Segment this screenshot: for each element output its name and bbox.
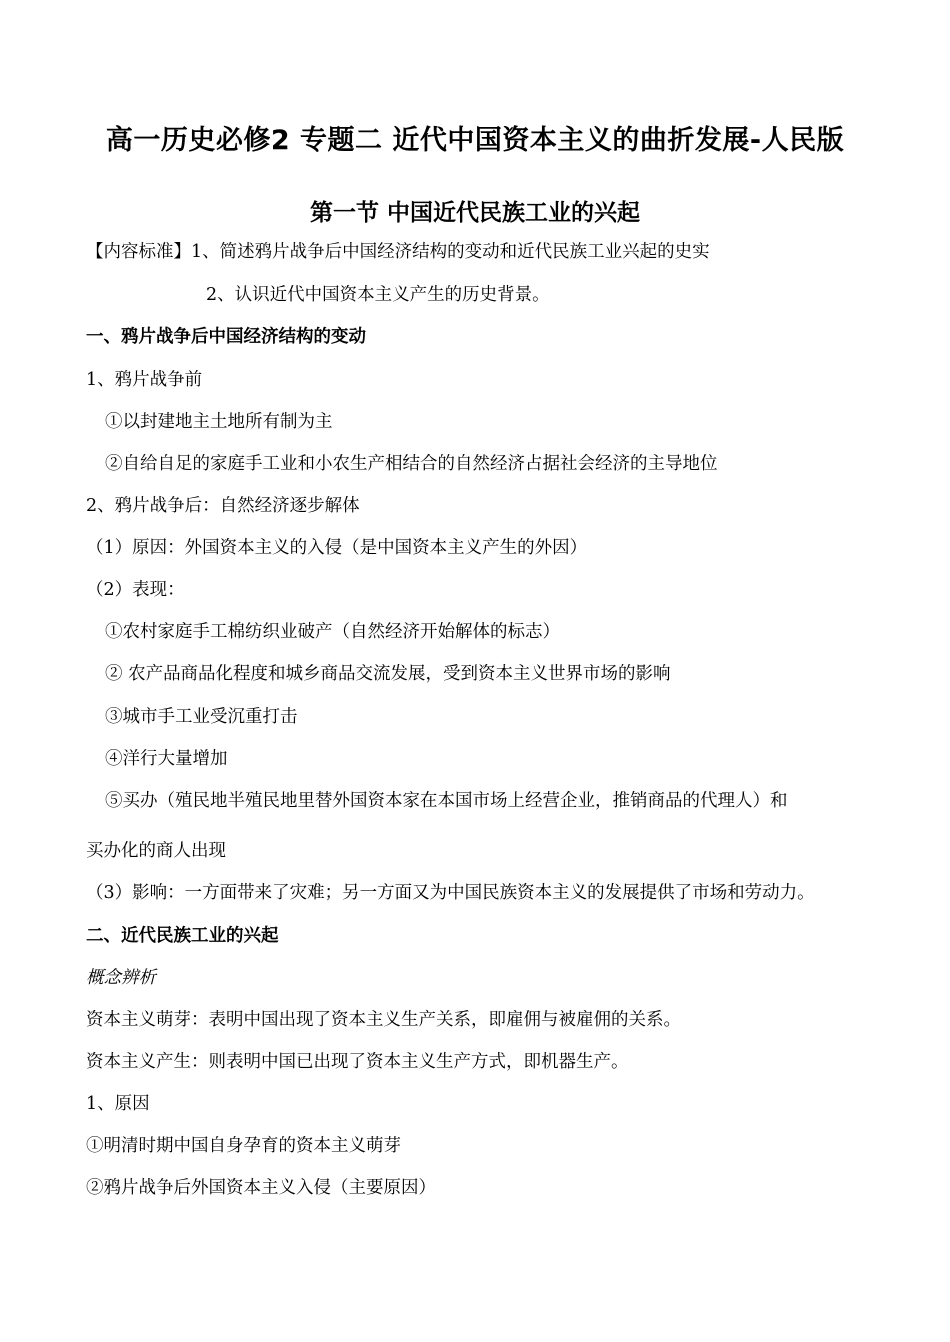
manifest-item-5-line-2: 买办化的商人出现 [86,841,226,861]
section-1-heading: 一、鸦片战争后中国经济结构的变动 [86,327,366,347]
section-1-item-1: 1、鸦片战争前 [86,370,203,390]
content-standard-line-1: 【内容标准】1、简述鸦片战争后中国经济结构的变动和近代民族工业兴起的史实 [86,242,710,262]
concept-label: 概念辨析 [86,968,156,988]
reason-1: ①明清时期中国自身孕育的资本主义萌芽 [86,1136,401,1156]
section-2-item-1: 1、原因 [86,1094,150,1114]
manifest-item-5-line-1: ⑤买办（殖民地半殖民地里替外国资本家在本国市场上经营企业，推销商品的代理人）和 [105,791,788,811]
content-standard-line-2: 2、认识近代中国资本主义产生的历史背景。 [206,285,550,305]
manifest-item-4: ④洋行大量增加 [105,749,228,769]
manifest-item-3: ③城市手工业受沉重打击 [105,707,298,727]
section-1-manifest: （2）表现： [86,580,185,600]
concept-2: 资本主义产生：则表明中国已出现了资本主义生产方式，即机器生产。 [86,1052,629,1072]
section-1-item-1b: ②自给自足的家庭手工业和小农生产相结合的自然经济占据社会经济的主导地位 [105,454,718,474]
concept-1: 资本主义萌芽：表明中国出现了资本主义生产关系，即雇佣与被雇佣的关系。 [86,1010,681,1030]
manifest-item-2: ② 农产品商品化程度和城乡商品交流发展，受到资本主义世界市场的影响 [105,664,671,684]
reason-2: ②鸦片战争后外国资本主义入侵（主要原因） [86,1178,436,1198]
section-1-impact: （3）影响：一方面带来了灾难；另一方面又为中国民族资本主义的发展提供了市场和劳动力。 [86,883,815,903]
document-title: 高一历史必修2 专题二 近代中国资本主义的曲折发展-人民版 [105,125,845,156]
section-title: 第一节 中国近代民族工业的兴起 [309,200,640,226]
section-1-cause: （1）原因：外国资本主义的入侵（是中国资本主义产生的外因） [86,538,588,558]
section-2-heading: 二、近代民族工业的兴起 [86,926,279,946]
section-1-item-2: 2、鸦片战争后：自然经济逐步解体 [86,496,360,516]
manifest-item-1: ①农村家庭手工棉纺织业破产（自然经济开始解体的标志） [105,622,560,642]
section-1-item-1a: ①以封建地主土地所有制为主 [105,412,333,432]
